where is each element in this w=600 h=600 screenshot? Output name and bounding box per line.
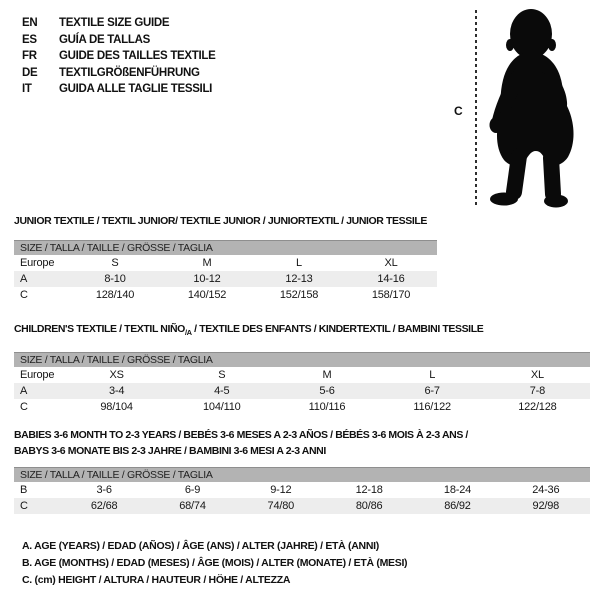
baby-foot-left (490, 193, 518, 206)
baby-shorts (497, 106, 574, 166)
size-cell: XS (109, 369, 124, 382)
children-title-suffix: / TEXTILE DES ENFANTS / KINDERTEXTIL / BAMBINI TESSILE (191, 323, 484, 335)
row-label: C (20, 401, 28, 414)
size-cell: S (218, 369, 226, 382)
table-row-age-months (14, 482, 590, 498)
height-cell: 128/140 (95, 289, 135, 301)
babies-size-table (14, 482, 590, 514)
age-cell: 6-9 (184, 484, 201, 496)
height-cell: 86/92 (413, 498, 501, 514)
row-label: B (20, 484, 28, 496)
age-cell: 12-13 (253, 271, 345, 287)
height-cell: 152/158 (279, 289, 319, 301)
lang-row-it (22, 81, 216, 98)
table-row-europe (14, 367, 590, 383)
row-label: C (20, 289, 28, 301)
height-cell: 140/152 (187, 289, 227, 301)
lang-title: GUIDA ALLE TAGLIE TESSILI (59, 83, 213, 96)
size-cell: S (111, 257, 119, 269)
table-row-age (14, 271, 437, 287)
height-measure-label: C (454, 104, 463, 118)
size-cell: XL (384, 257, 398, 269)
row-label: Europe (20, 369, 55, 382)
babies-title-line1: BABIES 3-6 MONTH TO 2-3 YEARS / BEBÉS 3-6 MESES A 2-3 AÑOS / BÉBÉS 3-6 MOIS À 2-3 ANS / (14, 429, 468, 441)
row-label: A (14, 383, 64, 399)
lang-row-es (22, 32, 216, 49)
age-cell: 24-36 (532, 484, 560, 496)
legend-c: C. (cm) HEIGHT / ALTURA / HAUTEUR / HÖHE / ALTEZZA (22, 573, 291, 586)
height-cell: 104/110 (203, 401, 241, 414)
age-cell: 18-24 (443, 484, 472, 496)
children-title-sub: /A (184, 328, 192, 338)
table-row-height (14, 287, 437, 303)
children-size-bar: SIZE / TALLA / TAILLE / GRÖSSE / TAGLIA (14, 352, 590, 367)
age-cell: 3-4 (64, 383, 169, 399)
height-cell: 68/74 (148, 498, 236, 514)
junior-table-title: JUNIOR TEXTILE / TEXTIL JUNIOR/ TEXTILE JUNIOR / JUNIORTEXTIL / JUNIOR TESSILE (14, 215, 427, 227)
lang-code: DE (22, 66, 38, 79)
lang-code: IT (22, 83, 32, 96)
lang-row-en (22, 15, 216, 32)
size-cell: L (296, 257, 302, 269)
baby-silhouette-icon (487, 6, 595, 208)
age-cell: 8-10 (69, 271, 161, 287)
size-cell: L (429, 369, 436, 382)
baby-leg-right (551, 158, 553, 194)
height-cell: 122/128 (518, 401, 557, 414)
table-row-height (14, 399, 590, 415)
height-cell: 116/122 (413, 401, 451, 414)
measure-legend (22, 538, 407, 588)
age-cell: 9-12 (270, 484, 292, 496)
size-cell: XL (530, 369, 544, 382)
age-cell: 6-7 (380, 383, 485, 399)
lang-title: GUÍA DE TALLAS (59, 33, 150, 46)
height-cell: 92/98 (502, 498, 590, 514)
age-cell: 3-6 (96, 484, 112, 496)
baby-foot-right (544, 195, 568, 208)
children-title-prefix: CHILDREN'S TEXTILE / TEXTIL NIÑO (14, 323, 185, 335)
babies-size-section (14, 427, 590, 514)
junior-size-section (14, 215, 437, 303)
height-cell: 98/104 (100, 401, 133, 414)
table-row-europe (14, 255, 437, 271)
baby-leg-left (514, 156, 519, 192)
children-size-table (14, 367, 590, 415)
lang-code: ES (22, 33, 37, 46)
age-cell: 10-12 (161, 271, 253, 287)
children-size-section (14, 323, 590, 415)
table-row-height (14, 498, 590, 514)
baby-ear-left (506, 39, 514, 51)
babies-size-bar: SIZE / TALLA / TAILLE / GRÖSSE / TAGLIA (14, 467, 590, 482)
age-cell: 4-5 (169, 383, 274, 399)
babies-table-title (14, 427, 590, 459)
row-label: C (14, 498, 60, 514)
lang-code: FR (22, 50, 37, 63)
size-cell: M (322, 369, 332, 382)
legend-b: B. AGE (MONTHS) / EDAD (MESES) / ÂGE (MOIS) / ALTER (MONATE) / ETÀ (MESI) (22, 556, 408, 569)
babies-title-line2: BABYS 3-6 MONATE BIS 2-3 JAHRE / BAMBINI 3-6 MESI A 2-3 ANNI (14, 445, 326, 457)
lang-title: TEXTILGRÖßENFÜHRUNG (59, 66, 200, 79)
lang-title: GUIDE DES TAILLES TEXTILE (59, 50, 216, 63)
height-cell: 158/170 (371, 289, 411, 301)
junior-size-bar: SIZE / TALLA / TAILLE / GRÖSSE / TAGLIA (14, 240, 437, 255)
height-cell: 80/86 (325, 498, 413, 514)
height-cell: 74/80 (237, 498, 325, 514)
row-label: A (14, 271, 69, 287)
size-cell: M (202, 257, 212, 269)
row-label: Europe (20, 257, 55, 269)
age-cell: 5-6 (274, 383, 379, 399)
height-cell: 110/116 (308, 401, 346, 414)
baby-head (510, 9, 552, 59)
age-cell: 12-18 (355, 484, 383, 496)
table-row-age (14, 383, 590, 399)
age-cell: 14-16 (345, 271, 437, 287)
language-title-list (22, 15, 216, 98)
children-table-title (14, 323, 590, 339)
baby-ear-right (548, 39, 556, 51)
lang-title: TEXTILE SIZE GUIDE (59, 17, 170, 29)
lang-code: EN (22, 17, 38, 29)
legend-a: A. AGE (YEARS) / EDAD (AÑOS) / ÂGE (ANS) / ALTER (JAHRE) / ETÀ (ANNI) (22, 540, 379, 552)
height-dotted-line (475, 10, 477, 206)
lang-row-de (22, 65, 216, 82)
lang-row-fr (22, 48, 216, 65)
age-cell: 7-8 (485, 383, 590, 399)
height-cell: 62/68 (60, 498, 148, 514)
junior-size-table (14, 255, 437, 303)
